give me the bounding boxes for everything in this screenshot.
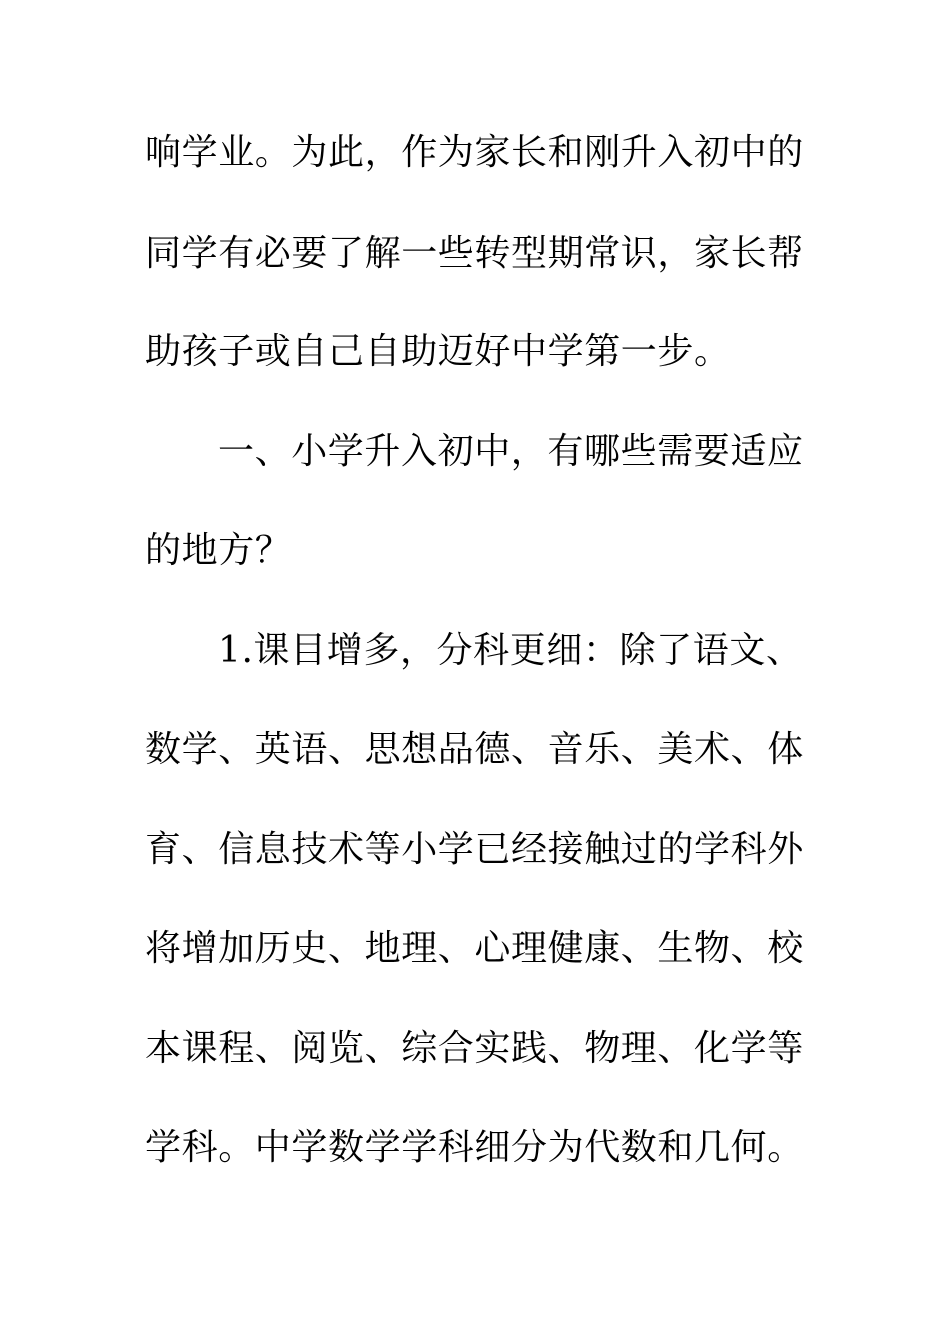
paragraph-line: 同学有必要了解一些转型期常识，家长帮	[145, 233, 804, 274]
section-heading-line: 一、小学升入初中，有哪些需要适应	[218, 431, 804, 472]
paragraph-line: 响学业。为此，作为家长和刚升入初中的	[145, 132, 804, 173]
section-heading-line: 的地方？	[145, 530, 292, 571]
paragraph-line: 学科。中学数学学科细分为代数和几何。	[145, 1127, 804, 1168]
paragraph-line: 1.课目增多，分科更细：除了语文、	[218, 630, 803, 671]
paragraph-line: 本课程、阅览、综合实践、物理、化学等	[145, 1028, 804, 1069]
paragraph-line: 数学、英语、思想品德、音乐、美术、体	[145, 729, 804, 770]
paragraph-line: 助孩子或自己自助迈好中学第一步。	[145, 331, 731, 372]
paragraph-line: 将增加历史、地理、心理健康、生物、校	[145, 928, 804, 969]
paragraph-line: 育、信息技术等小学已经接触过的学科外	[145, 829, 804, 870]
